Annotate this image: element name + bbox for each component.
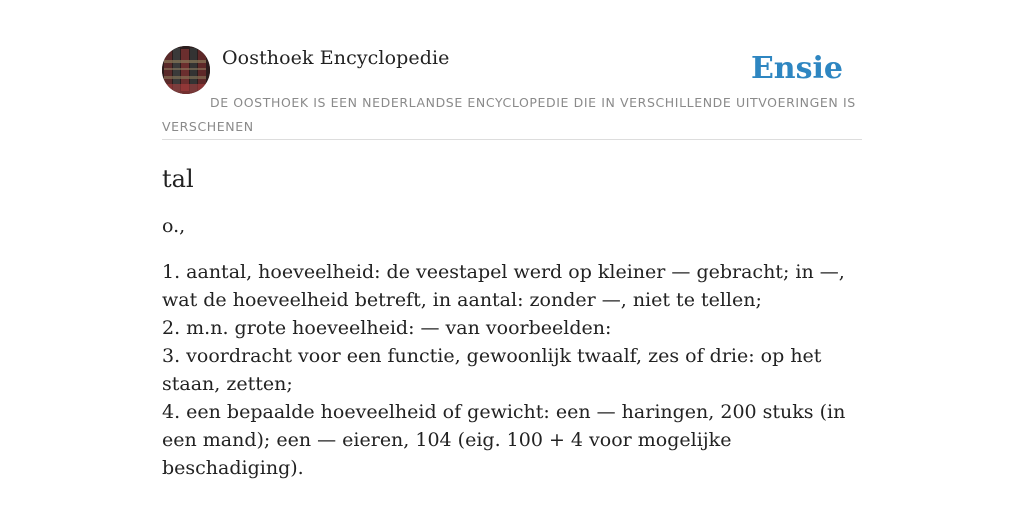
entry-grammar: o., bbox=[162, 215, 186, 237]
source-avatar[interactable] bbox=[162, 46, 210, 94]
definition-item: 3. voordracht voor een functie, gewoonlijk twaalf, zes of drie: op het staan, zetten; bbox=[162, 345, 822, 395]
source-description: DE OOSTHOEK IS EEN NEDERLANDSE ENCYCLOPEDIE DIE IN VERSCHILLENDE UITVOERINGEN IS VERSCHENEN bbox=[162, 95, 856, 134]
definition-item: 1. aantal, hoeveelheid: de veestapel werd op kleiner — gebracht; in —, wat de hoeveelheid betreft, in aantal: zonder —, niet te tellen; bbox=[162, 261, 845, 311]
brand-logo-link[interactable]: Ensie bbox=[750, 51, 843, 86]
encyclopedia-books-icon bbox=[162, 46, 210, 94]
definition-item: 4. een bepaalde hoeveelheid of gewicht: een — haringen, 200 stuks (in een mand); een — eieren, 104 (eig. 100 + 4 voor mogelijke beschadiging). bbox=[162, 401, 846, 479]
page-container bbox=[162, 46, 862, 482]
entry-word: tal bbox=[162, 165, 194, 193]
source-header bbox=[162, 46, 862, 140]
source-title[interactable]: Oosthoek Encyclopedie bbox=[222, 47, 450, 69]
entry-definitions bbox=[162, 258, 862, 482]
definition-item: 2. m.n. grote hoeveelheid: — van voorbeelden: bbox=[162, 317, 612, 339]
